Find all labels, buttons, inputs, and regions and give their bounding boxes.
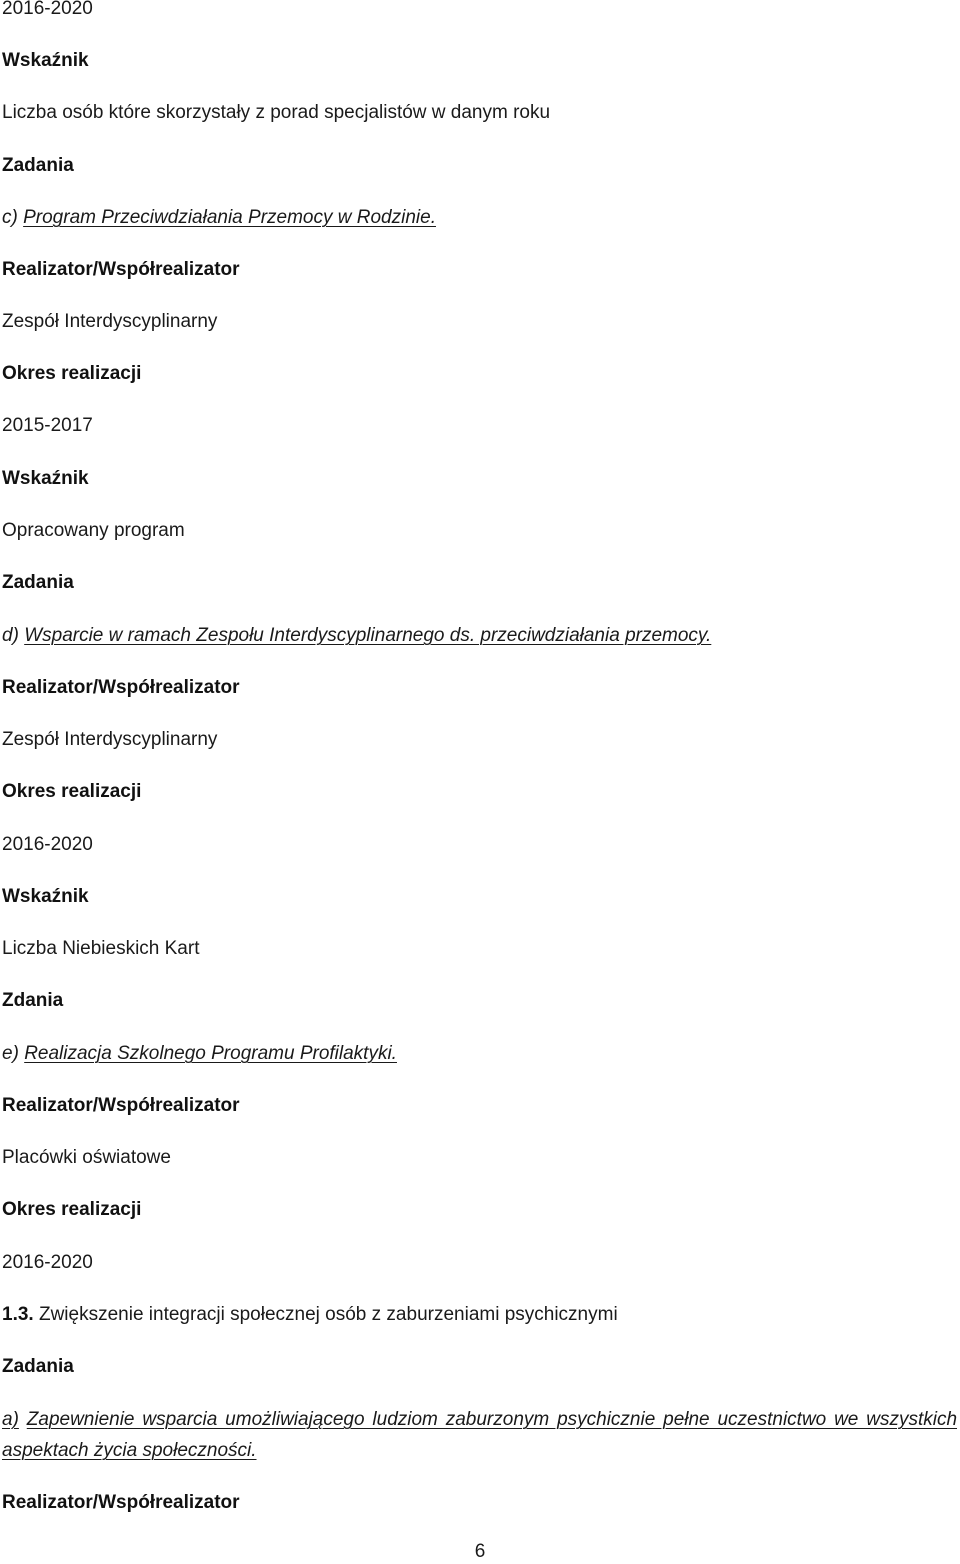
realizator-label: Realizator/Współrealizator <box>2 1492 240 1513</box>
period-value: 2015-2017 <box>2 415 93 436</box>
period-value: 2016-2020 <box>2 834 93 855</box>
realizator-value: Zespół Interdyscyplinarny <box>2 311 218 332</box>
section-number: 1.3. <box>2 1304 34 1325</box>
period-label: Okres realizacji <box>2 781 142 802</box>
section-heading <box>2 1303 618 1327</box>
realizator-value: Zespół Interdyscyplinarny <box>2 729 218 750</box>
indicator-label: Wskaźnik <box>2 886 89 907</box>
indicator-label: Wskaźnik <box>2 468 89 489</box>
task-item-a <box>2 1404 957 1466</box>
task-item-e <box>2 1042 397 1066</box>
indicator-label: Wskaźnik <box>2 50 89 71</box>
realizator-label: Realizator/Współrealizator <box>2 1095 240 1116</box>
period-label: Okres realizacji <box>2 1199 142 1220</box>
realizator-label: Realizator/Współrealizator <box>2 259 240 280</box>
task-prefix: c) <box>2 207 18 228</box>
period-value: 2016-2020 <box>2 1252 93 1273</box>
tasks-label: Zadania <box>2 1356 74 1377</box>
task-text: Program Przeciwdziałania Przemocy w Rodzinie. <box>23 207 436 228</box>
task-text: Realizacja Szkolnego Programu Profilaktyki. <box>24 1043 397 1064</box>
tasks-label: Zadania <box>2 572 74 593</box>
indicator-value: Liczba Niebieskich Kart <box>2 938 200 959</box>
task-text: Wsparcie w ramach Zespołu Interdyscyplinarnego ds. przeciwdziałania przemocy. <box>24 625 712 646</box>
period-value: 2016-2020 <box>2 0 93 19</box>
period-label: Okres realizacji <box>2 363 142 384</box>
task-prefix: d) <box>2 625 19 646</box>
realizator-label: Realizator/Współrealizator <box>2 677 240 698</box>
tasks-label: Zadania <box>2 155 74 176</box>
task-text: Zapewnienie wsparcia umożliwiającego ludziom zaburzonym psychicznie pełne uczestnictwo we wszystkich aspektach życia społeczności. <box>2 1409 958 1461</box>
realizator-value: Placówki oświatowe <box>2 1147 171 1168</box>
task-item-d <box>2 624 711 648</box>
task-item-c <box>2 206 436 230</box>
indicator-value: Liczba osób które skorzystały z porad specjalistów w danym roku <box>2 102 551 123</box>
section-title: Zwiększenie integracji społecznej osób z zaburzeniami psychicznymi <box>38 1304 618 1325</box>
indicator-value: Opracowany program <box>2 520 185 541</box>
task-prefix: a) <box>2 1409 19 1430</box>
task-prefix: e) <box>2 1043 19 1064</box>
page-number: 6 <box>474 1541 486 1562</box>
tasks-label: Zdania <box>2 990 64 1011</box>
